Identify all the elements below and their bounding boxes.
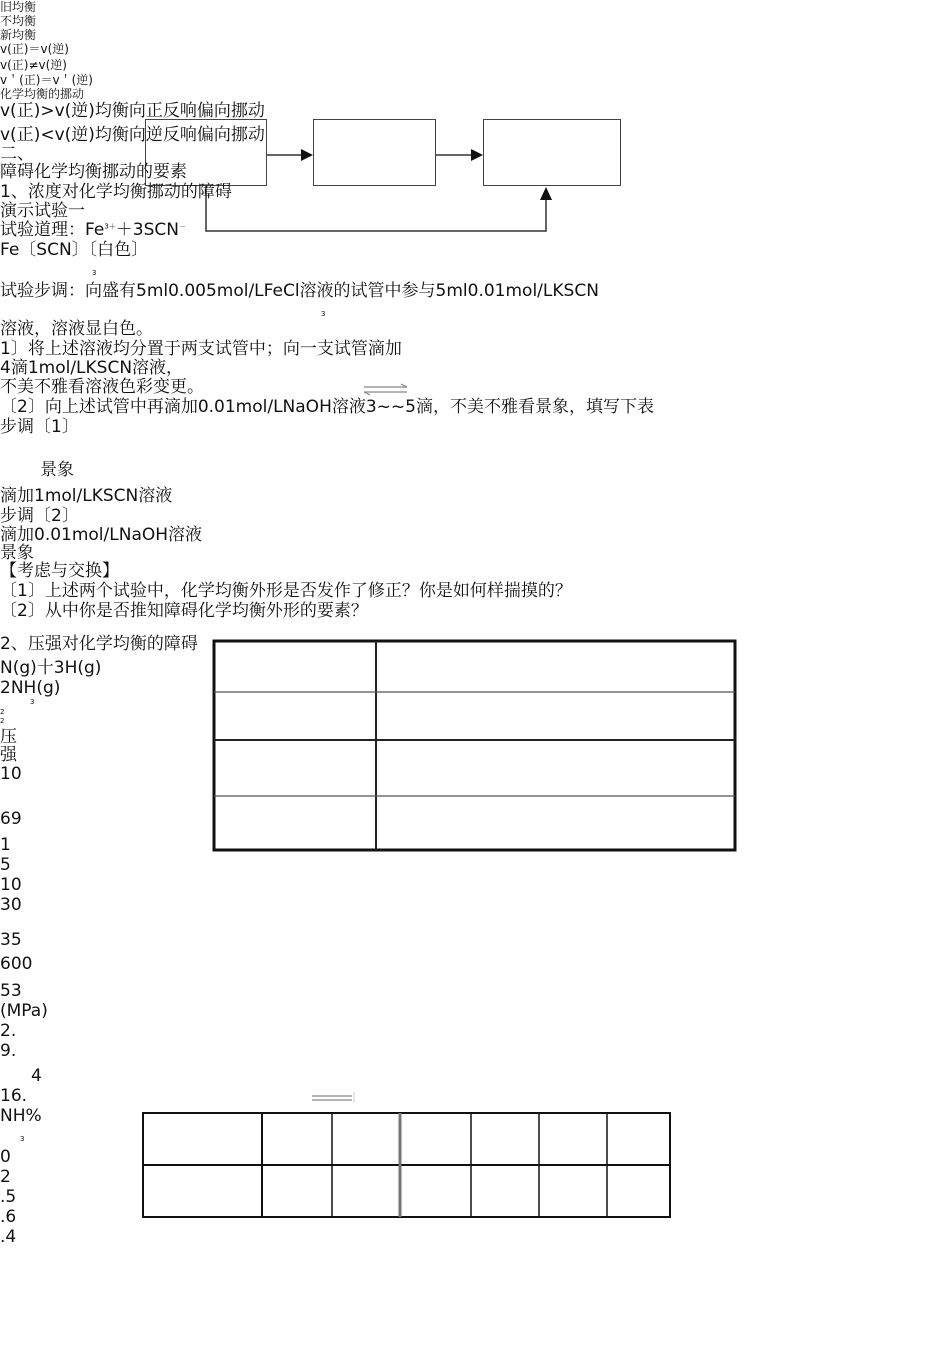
phenomenon2: 景象 bbox=[0, 543, 34, 563]
question-1: 〔1〕上述两个试验中，化学均衡外形是否发作了修正？你是如何样揣摸的？ bbox=[0, 581, 572, 601]
label-rate-unequal: v(正)≠v(逆) bbox=[0, 58, 67, 72]
step1-c: 不美不雅看溶液色彩变更。 bbox=[0, 377, 204, 397]
col-text: 9. bbox=[0, 1041, 17, 1061]
phenomenon1: 景象 bbox=[40, 460, 74, 480]
col-text: 53 bbox=[0, 981, 22, 1001]
col-text: 10 bbox=[0, 875, 22, 895]
demo-title: 演示试验一 bbox=[0, 201, 85, 221]
principle-minus: － bbox=[178, 222, 186, 231]
step1-b: 4滴1mol/LKSCN溶液， bbox=[0, 358, 184, 378]
add-kscn: 滴加1mol/LKSCN溶液 bbox=[0, 486, 173, 506]
col-text: 压 bbox=[0, 727, 17, 747]
col-text: 1 bbox=[0, 835, 11, 855]
steps-line: 试验步调：向盛有5ml0.005mol/LFeCl溶液的试管中参与5ml0.01mol/LKSCN bbox=[0, 281, 599, 301]
concentration-heading: 1、浓度对化学均衡挪动的障碍 bbox=[0, 182, 232, 202]
col-text: 69 bbox=[0, 809, 22, 829]
section-heading: 障碍化学均衡挪动的要素 bbox=[0, 162, 187, 182]
col-text: .6 bbox=[0, 1207, 17, 1227]
col-text-sub: 3 bbox=[20, 1135, 25, 1143]
question-2: 〔2〕从中你是否推知障碍化学均衡外形的要素？ bbox=[0, 601, 368, 621]
col-text: 600 bbox=[0, 954, 33, 974]
product-line: Fe〔SCN〕〔白色〕 bbox=[0, 240, 149, 260]
step2-label: 步调〔2〕 bbox=[0, 506, 79, 526]
col-text: 2. bbox=[0, 1021, 17, 1041]
principle-mid: ＋3SCN bbox=[115, 220, 179, 240]
principle-prefix: 试验道理：Fe bbox=[0, 220, 105, 240]
subscript-3a: 3 bbox=[92, 269, 97, 277]
step2: 〔2〕向上述试管中再滴加0.01mol/LNaOH溶液3~~5滴，不美不雅看景象，填写下表 bbox=[0, 397, 654, 417]
eq-subscript-2b: 2 bbox=[0, 717, 5, 725]
steps-line2: 溶液，溶液显白色。 bbox=[0, 319, 153, 339]
add-naoh: 滴加0.01mol/LNaOH溶液 bbox=[0, 525, 203, 545]
equation-right: 2NH(g) bbox=[0, 678, 61, 698]
col-text: 16. bbox=[0, 1086, 28, 1106]
discussion-title: 【考虑与交换】 bbox=[0, 561, 119, 581]
equation-left: N(g)十3H(g) bbox=[0, 658, 102, 678]
col-text: 2 bbox=[0, 1167, 11, 1187]
col-text: 10 bbox=[0, 764, 22, 784]
col-text: .4 bbox=[0, 1227, 17, 1247]
col-text: 30 bbox=[0, 895, 22, 915]
label-new-rate-equal: v＇(正)＝v＇(逆) bbox=[0, 73, 93, 87]
col-text: (MPa) bbox=[0, 1001, 48, 1021]
col-text: 35 bbox=[0, 930, 22, 950]
principle-sup: 3＋ bbox=[104, 222, 116, 231]
step1-label: 步调〔1〕 bbox=[0, 417, 79, 437]
subscript-3b: 3 bbox=[321, 310, 326, 318]
col-text: 4 bbox=[31, 1066, 42, 1086]
pressure-heading: 2、压强对化学均衡的障碍 bbox=[0, 634, 198, 654]
col-text: 0 bbox=[0, 1147, 11, 1167]
label-equilibrium-shift: 化学均衡的挪动 bbox=[0, 87, 85, 101]
step1-a: 1〕将上述溶液均分置于两支试管中；向一支试管滴加 bbox=[0, 339, 402, 359]
eq-subscript-2a: 2 bbox=[0, 708, 5, 716]
section-numeral: 二、 bbox=[0, 144, 34, 164]
label-old-equilibrium: 旧均衡 bbox=[0, 0, 37, 14]
col-text: 强 bbox=[0, 745, 17, 765]
eq-subscript-3: 3 bbox=[30, 698, 35, 706]
col-text: NH% bbox=[0, 1106, 42, 1126]
label-unequilibrium: 不均衡 bbox=[0, 14, 37, 28]
label-new-equilibrium: 新均衡 bbox=[0, 28, 37, 42]
col-text: .5 bbox=[0, 1187, 17, 1207]
col-text: 5 bbox=[0, 855, 11, 875]
rule-backward: v(正)<v(逆)均衡向逆反响偏向挪动 bbox=[0, 125, 265, 145]
rule-forward: v(正)>v(逆)均衡向正反响偏向挪动 bbox=[0, 101, 265, 121]
label-rate-equal: v(正)＝v(逆) bbox=[0, 42, 69, 56]
